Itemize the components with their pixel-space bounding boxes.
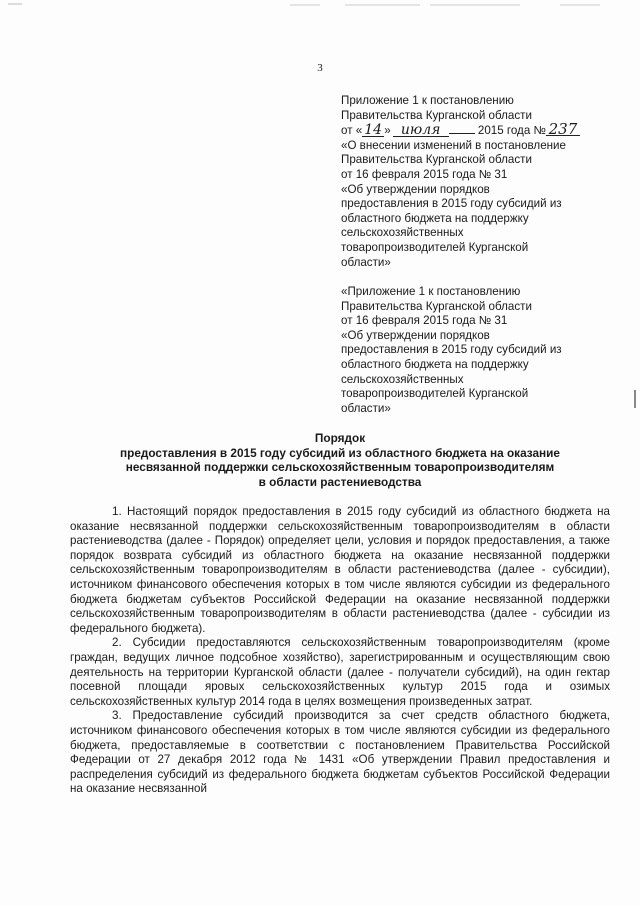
paragraph-1: 1. Настоящий порядок предоставления в 2015 году субсидий из областного бюджета на оказание несвязанной поддержки сельскохозяйственным товаропроизводителям в области растениеводства (далее - Порядок) определяет цели, условия и порядок предоставления, а также порядок возврата субсидий из областного бюджета на оказание несвязанной поддержки сельскохозяйственным товаропроизводителям в области растениеводства (далее - субсидии), источником финансового обеспечения которых в том числе являются субсидии из федерального бюджета бюджетам субъектов Российской Федерации на оказание несвязанной поддержки сельскохозяйственным товаропроизводителям в области растениеводства (далее - субсидии из федерального бюджета). xyxy=(70,505,610,635)
page-number: 3 xyxy=(317,62,323,74)
title-line: в области растениеводства xyxy=(258,474,422,489)
appendix-header xyxy=(341,94,611,270)
header-date-line xyxy=(341,120,611,139)
paragraph-3: 3. Предоставление субсидий производится за счет средств областного бюджета, источником финансового обеспечения которых в том числе являются субсидии из федерального бюджета, предоставляемые в соответствии с постановлением Правительства Российской Федерации от 27 декабря 2012 года № 1431 «Об утверждении Правил предоставления и распределения субсидий из федерального бюджета бюджетам субъектов Российской Федерации на оказание несвязанной xyxy=(70,709,610,796)
scan-artifact-marks xyxy=(0,0,640,10)
header-line: Правительства Курганской области xyxy=(341,299,532,313)
header-line: Правительства Курганской области xyxy=(341,153,532,167)
header-line: сельскохозяйственных xyxy=(341,226,464,240)
header-line: предоставления в 2015 году субсидий из xyxy=(341,343,562,357)
header-line: сельскохозяйственных xyxy=(341,372,464,386)
appendix-header-original xyxy=(341,285,611,416)
header-line: товаропроизводителей Курганской xyxy=(341,240,529,254)
header-line: от 16 февраля 2015 года № 31 xyxy=(341,167,508,181)
header-line: товаропроизводителей Курганской xyxy=(341,387,529,401)
date-mid: » xyxy=(384,124,391,138)
header-line: Правительства Курганской области xyxy=(341,108,532,122)
header-line: «Об утверждении порядков xyxy=(341,328,490,342)
header-line: от 16 февраля 2015 года № 31 xyxy=(341,314,508,328)
handwritten-month: июля xyxy=(393,124,449,137)
date-year: 2015 года № xyxy=(477,124,546,138)
header-line: областного бюджета на поддержку xyxy=(341,357,529,371)
header-line: «Приложение 1 к постановлению xyxy=(341,285,521,298)
title-line: Порядок xyxy=(314,431,366,445)
handwritten-doc-number: 237 xyxy=(546,123,580,136)
document-title xyxy=(90,431,590,489)
date-underline xyxy=(449,123,475,134)
document-body xyxy=(70,505,610,797)
header-line: Приложение 1 к постановлению xyxy=(341,94,514,107)
date-prefix: от « xyxy=(341,124,363,138)
header-line: «О внесении изменений в постановление xyxy=(341,138,566,152)
paragraph-2: 2. Субсидии предоставляются сельскохозяйственным товаропроизводителям (кроме граждан, ведущих личное подсобное хозяйство), зарегистрированным и осуществляющим свою деятельность на территории Курганской области (далее - получатели субсидий), на один гектар посевной площади яровых сельскохозяйственных культур 2015 года и озимых сельскохозяйственных культур 2014 года в целях возмещения произведенных затрат. xyxy=(70,636,610,708)
header-line: области» xyxy=(341,255,391,269)
scan-edge-mark xyxy=(634,390,636,408)
header-line: области» xyxy=(341,401,391,415)
title-line: предоставления в 2015 году субсидий из областного бюджета на оказание xyxy=(120,445,560,460)
header-line: предоставления в 2015 году субсидий из xyxy=(341,197,562,211)
header-line: областного бюджета на поддержку xyxy=(341,211,529,225)
title-line: несвязанной поддержки сельскохозяйственным товаропроизводителям xyxy=(125,460,555,475)
header-line: «Об утверждении порядков xyxy=(341,182,490,196)
handwritten-day: 14 xyxy=(362,124,384,137)
